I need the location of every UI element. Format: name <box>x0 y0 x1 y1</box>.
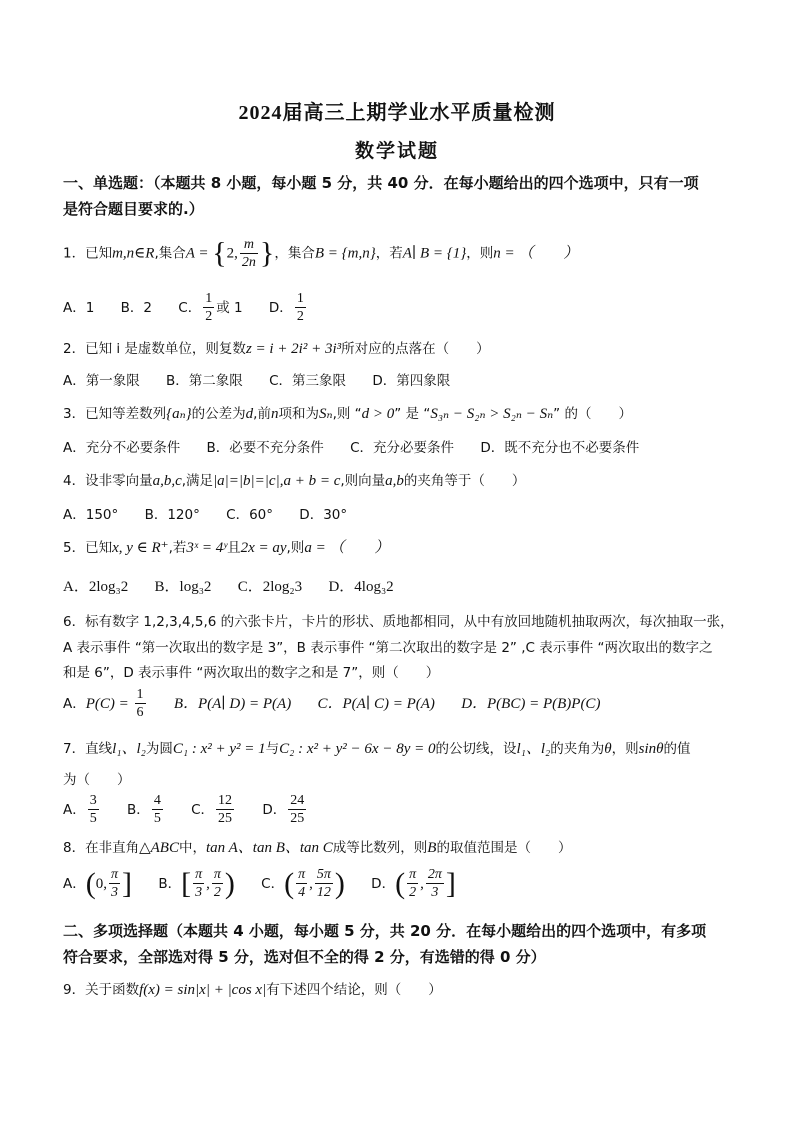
section-2-heading <box>63 918 735 970</box>
q5-options <box>63 575 416 596</box>
q1-option-d[interactable]: D． $\frac{1}{2}$ <box>268 291 304 324</box>
q2-text-a: 2．已知 i 是虚数单位，则复数 <box>63 341 246 357</box>
q7-text-f: ，则 <box>611 741 639 757</box>
q7-line2: 为（ ） <box>63 772 131 788</box>
q8-text-c: 成等比数列，则 <box>332 840 428 856</box>
q5-cond2: 2x = ay <box>240 540 287 556</box>
q7-options <box>63 792 330 827</box>
q3-text-b: 的公差为 <box>191 406 246 422</box>
question-2 <box>63 337 490 358</box>
question-5 <box>63 536 389 557</box>
q3-text-g: ” 的（ ） <box>553 406 632 422</box>
q6-option-d[interactable]: D．P(BC) = P(B)P(C) <box>461 695 601 712</box>
q3-text-c: ,前 <box>253 406 271 422</box>
q4-text-b: ,满足 <box>181 473 214 489</box>
q1-mid2: ，集合 <box>274 245 315 262</box>
q1-setA-lhs: A = <box>185 245 213 262</box>
q8-text-a: 8．在非直角 <box>63 840 140 856</box>
question-1 <box>63 236 578 271</box>
q3-option-c[interactable]: C．充分必要条件 <box>350 440 455 456</box>
q3-option-a[interactable]: A．充分不必要条件 <box>63 440 181 456</box>
q9-text-b: 有下述四个结论，则（ ） <box>266 982 442 998</box>
q6-options <box>63 686 622 721</box>
q4-option-c[interactable]: C．60° <box>226 507 273 523</box>
q4-option-a[interactable]: A．150° <box>63 507 119 523</box>
section-1-heading <box>63 170 735 222</box>
q5-cond: 3ˣ = 4ʸ <box>186 540 228 556</box>
q3-text-a: 3．已知等差数列 <box>63 406 167 422</box>
q4-options <box>63 503 369 523</box>
q7-lines2: l₁、l₂ <box>516 741 551 757</box>
q1-mid1: ,集合 <box>154 245 186 262</box>
q5-text-a: 5．已知 <box>63 540 113 556</box>
q3-text-e: ,则 “ <box>332 406 362 422</box>
q6-option-a[interactable]: A．P(C) = $\frac{1}{6}$ <box>63 687 144 720</box>
q1-cond: A∣ B = {1} <box>402 245 467 262</box>
q6-line1: 6．标有数字 1,2,3,4,5,6 的六张卡片，卡片的形状、质地都相同，从中有放回地随机抽取两次，每次抽取一张， <box>63 614 734 630</box>
q1-setA-elem: 2, <box>226 245 238 262</box>
q2-option-b[interactable]: B．第二象限 <box>166 373 243 389</box>
q7-text-b: 为圆 <box>145 741 173 757</box>
q1-ask: n = （ ） <box>493 245 579 262</box>
q8-tans: tan A、tan B、tan C <box>205 840 333 856</box>
q8-text-d: 的取值范围是（ ） <box>436 840 572 856</box>
page-title: 2024届高三上期学业水平质量检测 <box>238 102 556 124</box>
q1-brace-right: } <box>259 236 275 270</box>
q8-option-a[interactable]: A．(0, $\frac{\pi}{3}$ ] <box>63 866 133 900</box>
q7-theta: θ <box>604 741 612 757</box>
q3-seq: {aₙ} <box>166 406 192 422</box>
q5-vars: x, y ∈ R⁺ <box>112 540 169 556</box>
q2-expr: z = i + 2i² + 3i³ <box>245 341 342 357</box>
question-8 <box>63 836 571 857</box>
q1-brace-left: { <box>212 236 227 270</box>
q7-sin: sinθ <box>638 741 664 757</box>
q7-text-c: 与 <box>265 741 280 757</box>
q4-text-d: 的夹角等于（ ） <box>403 473 526 489</box>
q7-c2: C₂ : x² + y² − 6x − 8y = 0 <box>279 741 436 757</box>
q4-option-b[interactable]: B．120° <box>144 507 200 523</box>
q5-option-a[interactable]: A．2log₃2 <box>63 579 129 595</box>
question-3 <box>63 402 632 423</box>
q4-option-d[interactable]: D．30° <box>299 507 348 523</box>
question-4 <box>63 469 525 490</box>
q3-cond2: S₃ₙ − S₂ₙ > S₂ₙ − Sₙ <box>430 406 554 422</box>
q8-option-b[interactable]: B．[ $\frac{\pi}{3}$ , $\frac{\pi}{2}$ ) <box>158 866 235 900</box>
q2-option-c[interactable]: C．第三象限 <box>269 373 347 389</box>
q4-vecs2: a,b <box>385 473 404 489</box>
q7-option-a[interactable]: A． $\frac{3}{5}$ <box>63 793 97 826</box>
section-1-heading-line1: 一、单选题：（本题共 8 小题，每小题 5 分，共 40 分．在每小题给出的四个选项中，只有一项 <box>63 174 699 192</box>
q1-mid3: ，若 <box>375 245 403 262</box>
q7-lines: l₁、l₂ <box>112 741 146 757</box>
q5-text-d: ,则 <box>286 540 305 556</box>
q5-option-d[interactable]: D．4log₃2 <box>328 579 394 595</box>
q3-option-d[interactable]: D．既不充分也不必要条件 <box>480 440 640 456</box>
q8-option-d[interactable]: D．( $\frac{\pi}{2}$ , $\frac{2\pi}{3}$ ] <box>371 866 456 900</box>
q4-text-a: 4．设非零向量 <box>63 473 153 489</box>
q1-option-c[interactable]: C． $\frac{1}{2}$ 或 1 <box>178 291 243 324</box>
question-9 <box>63 978 442 999</box>
q3-d: d <box>245 406 254 422</box>
question-7 <box>63 737 690 758</box>
q9-expr: f(x) = sin|x| + |cos x| <box>139 982 267 998</box>
q1-vars: m,n∈R <box>112 245 155 262</box>
q5-ask: a = （ ） <box>304 540 390 556</box>
q1-option-b[interactable]: B．2 <box>120 299 152 316</box>
q6-line2: A 表示事件 “第一次取出的数字是 3”，B 表示事件 “第二次取出的数字是 2” ,C 表示事件 “两次取出的数字之 <box>63 640 713 656</box>
section-2-heading-line2: 符合要求，全部选对得 5 分，选对但不全的得 2 分，有选错的得 0 分） <box>63 948 546 966</box>
q7-option-b[interactable]: B． $\frac{4}{5}$ <box>127 793 161 826</box>
q2-text-b: 所对应的点落在（ ） <box>341 341 490 357</box>
q2-option-a[interactable]: A．第一象限 <box>63 373 140 389</box>
q1-option-a[interactable]: A．1 <box>63 299 95 316</box>
q4-cond: |a|=|b|=|c|,a + b = c <box>213 473 341 489</box>
q7-option-c[interactable]: C． $\frac{12}{25}$ <box>191 793 233 826</box>
q2-option-d[interactable]: D．第四象限 <box>372 373 451 389</box>
q5-text-c: 且 <box>227 540 241 556</box>
q8-options <box>63 866 478 901</box>
q8-text-b: 中， <box>178 840 206 856</box>
q7-c1: C₁ : x² + y² = 1 <box>172 741 266 757</box>
q6-option-c[interactable]: C．P(A∣ C) = P(A) <box>317 695 435 712</box>
q6-option-b[interactable]: B．P(A∣ D) = P(A) <box>173 695 292 712</box>
q3-n: n <box>270 406 279 422</box>
q8-b: B <box>427 840 437 856</box>
q7-text-e: 的夹角为 <box>550 741 605 757</box>
section-2-heading-line1: 二、多项选择题（本题共 4 小题，每小题 5 分，共 20 分．在每小题给出的四个选项中，有多项 <box>63 922 707 940</box>
q8-option-c[interactable]: C．( $\frac{\pi}{4}$ , $\frac{5\pi}{12}$ ) <box>261 866 345 900</box>
q1-tail: ，则 <box>466 245 494 262</box>
q3-cond1: d > 0 <box>361 406 395 422</box>
section-1-heading-line2: 是符合题目要求的.） <box>63 200 204 218</box>
q3-text-d: 项和为 <box>278 406 319 422</box>
q1-prefix: 1．已知 <box>63 245 113 262</box>
q2-options <box>63 369 472 389</box>
q3-options <box>63 436 661 456</box>
q1-fraction: $\frac{m}{2n}$ <box>241 237 256 270</box>
page-subtitle: 数学试题 <box>354 141 439 162</box>
q7-text-g: 的值 <box>663 741 691 757</box>
q3-option-b[interactable]: B．必要不充分条件 <box>206 440 324 456</box>
q7-option-d[interactable]: D． $\frac{24}{25}$ <box>262 793 305 826</box>
q9-text-a: 9．关于函数 <box>63 982 140 998</box>
q7-text-d: 的公切线，设 <box>435 741 517 757</box>
q4-vecs: a,b,c <box>152 473 182 489</box>
q7-text-a: 7．直线 <box>63 741 113 757</box>
q3-sn: Sₙ <box>318 406 333 422</box>
q6-line3: 和是 6”，D 表示事件 “两次取出的数字之和是 7”，则（ ） <box>63 665 440 681</box>
q3-text-f: ” 是 “ <box>394 406 431 422</box>
q1-options <box>63 290 330 325</box>
q1-setB: B = {m,n} <box>314 245 376 262</box>
q8-tri: △ABC <box>139 840 179 856</box>
q5-text-b: ,若 <box>168 540 187 556</box>
q4-text-c: ,则向量 <box>340 473 386 489</box>
q5-option-c[interactable]: C．2log₂3 <box>237 579 303 595</box>
q5-option-b[interactable]: B．log₃2 <box>154 579 212 595</box>
